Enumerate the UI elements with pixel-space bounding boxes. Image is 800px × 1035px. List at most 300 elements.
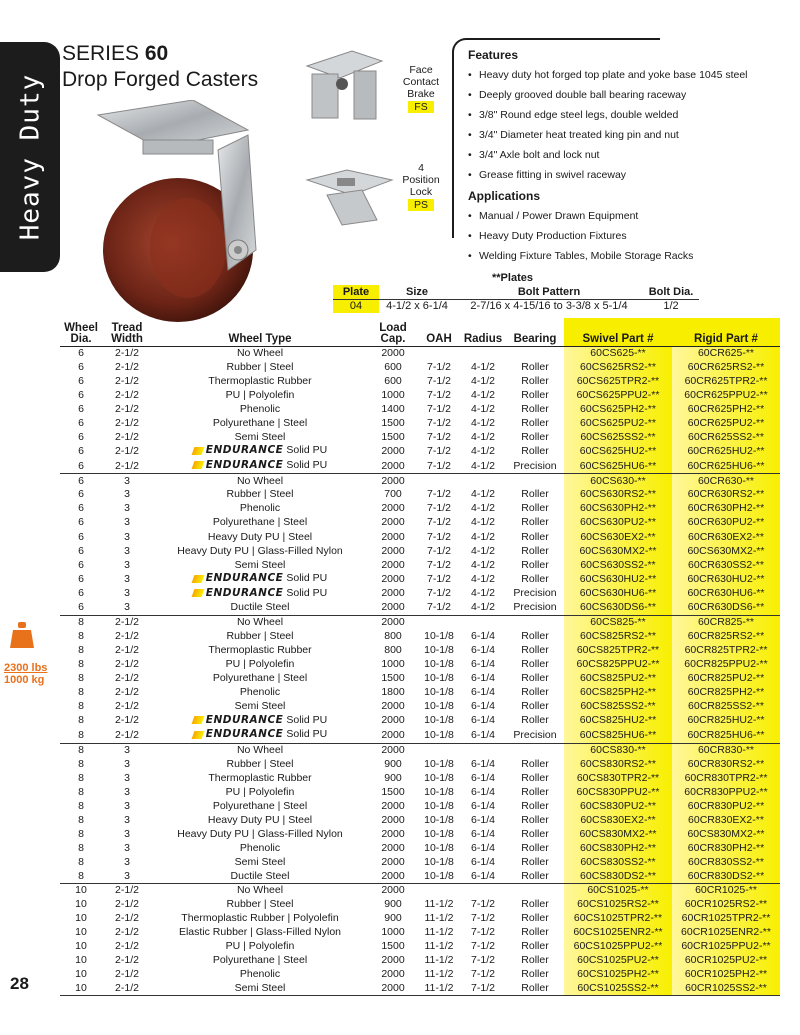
table-cell: 7-1/2 — [427, 488, 451, 501]
applications-heading: Applications — [468, 189, 541, 203]
table-row — [60, 416, 780, 430]
table-cell: 60CS830RS2-** — [564, 757, 672, 771]
table-cell: Precision — [506, 459, 564, 474]
table-cell: Precision — [506, 601, 564, 615]
table-cell: 10-1/8 — [424, 799, 454, 812]
features-list — [468, 69, 768, 182]
table-cell: Semi Steel — [234, 855, 286, 868]
table-cell: 2-1/2 — [115, 671, 139, 684]
table-cell: Roller — [521, 445, 549, 458]
table-cell — [506, 743, 564, 757]
table-cell: Roller — [521, 430, 549, 443]
table-cell: 8 — [78, 799, 84, 812]
table-cell: Roller — [521, 416, 549, 429]
table-cell: Rubber | Steel — [226, 360, 294, 373]
table-cell: Roller — [521, 855, 549, 868]
table-cell: 3 — [124, 827, 130, 840]
table-cell: 6-1/4 — [460, 728, 506, 743]
position-lock-label: 4 Position Lock PS — [402, 162, 440, 211]
table-cell: 6-1/4 — [471, 771, 495, 784]
table-cell: 60CR625PU2-** — [672, 416, 780, 430]
table-cell: 2-1/2 — [102, 982, 152, 996]
table-cell: Roller — [521, 771, 549, 784]
section-tab-label: Heavy Duty — [15, 73, 46, 241]
table-cell: Roller — [521, 530, 549, 543]
table-cell: 10 — [75, 968, 87, 981]
table-cell: 60CS625RS2-** — [564, 360, 672, 374]
plates-header: Bolt Dia. — [643, 285, 699, 299]
table-cell: 60CS830PH2-** — [564, 841, 672, 855]
table-cell: 2000 — [381, 558, 405, 571]
table-cell: 8 — [78, 700, 84, 712]
table-cell: 4-1/2 — [471, 445, 495, 458]
table-cell: 3 — [124, 558, 130, 571]
capacity-kg: 1000 kg — [4, 674, 45, 686]
application-item: • Manual / Power Drawn Equipment — [468, 210, 768, 223]
table-cell: 2000 — [381, 445, 405, 458]
table-cell: Ductile Steel — [152, 869, 368, 883]
table-cell — [460, 346, 506, 360]
table-cell: Roller — [506, 982, 564, 996]
table-cell: 1500 — [381, 416, 405, 429]
table-cell: 60CS630HU2-** — [564, 572, 672, 587]
table-cell: 2000 — [381, 841, 405, 854]
table-cell: 6 — [78, 516, 84, 529]
table-row — [60, 827, 780, 841]
table-cell — [418, 474, 460, 488]
table-cell: 2-1/2 — [115, 430, 139, 443]
table-row — [60, 728, 780, 743]
table-cell: 60CR830PH2-** — [672, 841, 780, 855]
table-row — [60, 430, 780, 444]
table-cell: Roller — [521, 827, 549, 840]
table-row — [60, 771, 780, 785]
table-row — [60, 601, 780, 615]
table-cell: 3 — [124, 587, 130, 600]
table-cell: 60CS630EX2-** — [564, 530, 672, 544]
table-cell — [418, 615, 460, 629]
table-cell: 2-1/2 — [115, 940, 139, 953]
table-cell: 60CS625PPU2-** — [564, 388, 672, 402]
table-cell: 6 — [78, 572, 84, 585]
feature-item: • Grease fitting in swivel raceway — [468, 169, 768, 182]
column-header: Rigid Part # — [672, 318, 780, 346]
table-cell: 60CS825RS2-** — [564, 629, 672, 643]
table-cell: 3 — [124, 474, 130, 487]
table-cell: 1500 — [381, 671, 405, 684]
table-cell: 2000 — [381, 346, 405, 359]
table-cell: 6-1/4 — [471, 827, 495, 840]
table-cell: Precision — [506, 728, 564, 743]
endurance-logo: ENDURANCE — [205, 572, 284, 585]
table-row — [60, 629, 780, 643]
table-cell: 7-1/2 — [427, 516, 451, 529]
table-cell: 2-1/2 — [115, 884, 139, 897]
table-cell: 3 — [124, 799, 130, 812]
column-header: Wheel Type — [152, 318, 368, 346]
column-header: OAH — [418, 318, 460, 346]
table-row — [60, 855, 780, 869]
table-cell: 8 — [78, 827, 84, 840]
table-cell: ENDURANCE Solid PU — [152, 728, 368, 743]
table-cell: 6 — [78, 360, 84, 373]
table-cell: 7-1/2 — [418, 601, 460, 615]
table-cell: 8 — [78, 685, 84, 698]
table-cell: No Wheel — [236, 346, 284, 359]
feature-item: • 3/8" Round edge steel legs, double welded — [468, 109, 768, 122]
table-cell: ENDURANCE Solid PU — [152, 587, 368, 602]
table-cell: 2-1/2 — [115, 968, 139, 981]
table-cell: 10 — [75, 898, 87, 911]
table-row — [60, 444, 780, 459]
weight-icon — [10, 622, 34, 648]
table-row — [60, 488, 780, 502]
features-heading: Features — [468, 48, 519, 62]
plates-cell: 1/2 — [663, 300, 679, 313]
table-cell: Polyurethane | Steel — [212, 671, 308, 684]
table-cell: Roller — [521, 954, 549, 967]
table-row — [60, 813, 780, 827]
table-cell: 2-1/2 — [115, 615, 139, 628]
table-cell: 60CR630PH2-** — [672, 502, 780, 516]
endurance-logo: ENDURANCE — [205, 586, 284, 599]
table-cell: 60CS825SS2-** — [564, 699, 672, 713]
table-cell: 60CS630MX2-** — [672, 544, 780, 558]
table-cell: 6-1/4 — [471, 685, 495, 698]
table-cell: 2-1/2 — [102, 728, 152, 743]
table-cell: 2-1/2 — [115, 954, 139, 967]
table-cell: 60CS825PU2-** — [564, 671, 672, 685]
section-tab — [0, 42, 60, 272]
table-cell: 2000 — [381, 827, 405, 840]
capacity-lbs: 2300 lbs — [4, 662, 48, 674]
endurance-logo-icon — [191, 716, 204, 724]
feature-item: • Deeply grooved double ball bearing raceway — [468, 89, 768, 102]
table-cell: 10-1/8 — [424, 657, 454, 670]
table-cell: Thermoplastic Rubber — [208, 374, 312, 387]
table-cell: 2-1/2 — [115, 346, 139, 359]
table-cell: 60CS630DS6-** — [564, 601, 672, 615]
table-row — [60, 474, 780, 488]
table-cell: 4-1/2 — [471, 488, 495, 501]
table-row — [60, 516, 780, 530]
table-cell: 4-1/2 — [471, 558, 495, 571]
table-cell: 800 — [384, 629, 402, 642]
table-cell: 3 — [124, 572, 130, 585]
table-cell: 11-1/2 — [424, 912, 454, 925]
table-cell: 4-1/2 — [471, 587, 495, 600]
table-cell: 2-1/2 — [115, 416, 139, 429]
table-cell: Polyurethane | Steel — [212, 954, 308, 967]
table-cell: 60CR625PPU2-** — [672, 388, 780, 402]
table-cell: 60CS825TPR2-** — [564, 643, 672, 657]
table-cell: 2000 — [381, 954, 405, 967]
table-cell: 2-1/2 — [102, 459, 152, 474]
application-item: • Heavy Duty Production Fixtures — [468, 230, 768, 243]
endurance-logo-icon — [191, 731, 204, 739]
table-cell: 60CS830DS2-** — [564, 869, 672, 883]
table-cell: 60CS830MX2-** — [672, 827, 780, 841]
column-header: Wheel Dia. — [60, 318, 102, 346]
table-cell: 10-1/8 — [424, 700, 454, 712]
table-cell — [506, 346, 564, 360]
table-cell: 60CS825PH2-** — [564, 685, 672, 699]
table-cell: 60CR830PPU2-** — [672, 785, 780, 799]
table-cell: 2000 — [381, 474, 405, 487]
table-cell: Polyurethane | Steel — [212, 799, 308, 812]
table-cell: 2-1/2 — [115, 388, 139, 401]
table-row — [60, 657, 780, 671]
table-cell: 60CS630PH2-** — [564, 502, 672, 516]
table-cell: 60CS630MX2-** — [564, 544, 672, 558]
table-cell: 2-1/2 — [115, 629, 139, 642]
column-header: Swivel Part # — [564, 318, 672, 346]
table-cell: Roller — [521, 488, 549, 501]
table-cell: 8 — [78, 757, 84, 770]
plates-title: **Plates — [492, 272, 533, 284]
table-cell: 10 — [75, 926, 87, 939]
table-cell: 60CS830EX2-** — [564, 813, 672, 827]
table-cell: 2000 — [368, 869, 418, 883]
table-cell: 10 — [75, 884, 87, 897]
table-cell — [460, 743, 506, 757]
table-cell: Heavy Duty PU | Glass-Filled Nylon — [177, 827, 343, 840]
table-cell: 60CR630DS6-** — [672, 601, 780, 615]
table-cell: 8 — [78, 671, 84, 684]
table-cell: 6 — [78, 544, 84, 557]
table-cell: 3 — [102, 601, 152, 615]
table-cell: 3 — [124, 530, 130, 543]
table-cell — [418, 743, 460, 757]
table-cell: 60CR630HU2-** — [672, 572, 780, 587]
table-cell: 7-1/2 — [471, 968, 495, 981]
table-cell: 2-1/2 — [115, 402, 139, 415]
table-cell: 8 — [78, 855, 84, 868]
table-cell: 2000 — [381, 615, 405, 628]
table-cell: Ductile Steel — [152, 601, 368, 615]
plates-cell: 4-1/2 x 6-1/4 — [386, 300, 448, 313]
table-cell: Roller — [521, 912, 549, 925]
table-cell: 60CS830PPU2-** — [564, 785, 672, 799]
caster-photo — [88, 100, 288, 325]
table-cell — [460, 474, 506, 488]
table-cell: Roller — [521, 785, 549, 798]
table-cell: 2000 — [381, 743, 405, 756]
table-cell — [506, 474, 564, 488]
table-row — [60, 558, 780, 572]
table-cell: 60CR830SS2-** — [672, 855, 780, 869]
table-cell: 2000 — [381, 714, 405, 727]
table-cell: Roller — [521, 926, 549, 939]
table-cell: 2000 — [381, 502, 405, 515]
table-cell: 7-1/2 — [427, 558, 451, 571]
table-row — [60, 912, 780, 926]
table-cell: ENDURANCE Solid PU — [152, 459, 368, 474]
table-cell: 3 — [124, 488, 130, 501]
table-cell: 7-1/2 — [427, 374, 451, 387]
table-cell: 11-1/2 — [424, 898, 454, 911]
table-cell: 60CR1025RS2-** — [672, 898, 780, 912]
table-cell: 60CR625HU6-** — [672, 459, 780, 474]
table-cell: 700 — [384, 488, 402, 501]
table-cell: 7-1/2 — [427, 430, 451, 443]
table-cell: 7-1/2 — [471, 940, 495, 953]
fs-code-badge: FS — [408, 101, 433, 113]
table-row — [60, 360, 780, 374]
table-cell: 6-1/4 — [471, 643, 495, 656]
table-cell: 1500 — [381, 785, 405, 798]
table-cell: 10-1/8 — [424, 714, 454, 727]
table-cell: 60CR1025PH2-** — [672, 968, 780, 982]
table-row — [60, 388, 780, 402]
table-cell: 6 — [78, 416, 84, 429]
table-cell: 10-1/8 — [424, 785, 454, 798]
table-cell: Roller — [521, 572, 549, 585]
endurance-logo-icon — [191, 461, 204, 469]
applications-list — [468, 210, 768, 263]
table-cell: Roller — [521, 502, 549, 515]
table-cell — [506, 884, 564, 898]
table-cell: 2000 — [381, 799, 405, 812]
table-row — [60, 898, 780, 912]
table-cell: 4-1/2 — [471, 430, 495, 443]
table-row — [60, 785, 780, 799]
table-cell: 60CS1025SS2-** — [564, 982, 672, 996]
table-cell: 60CR625HU2-** — [672, 444, 780, 459]
plates-cell: 2-7/16 x 4-15/16 to 3-3/8 x 5-1/4 — [470, 300, 628, 313]
page-title: Drop Forged Casters — [62, 68, 259, 91]
table-row — [60, 714, 780, 729]
table-cell: 8 — [78, 841, 84, 854]
table-cell: 60CS625-** — [564, 346, 672, 360]
table-cell: 60CS830TPR2-** — [564, 771, 672, 785]
table-cell: 2000 — [381, 572, 405, 585]
table-cell: 10-1/8 — [424, 827, 454, 840]
table-cell: 60CS1025PU2-** — [564, 954, 672, 968]
table-cell: 60CR630-** — [672, 474, 780, 488]
series-title: SERIES 60 — [62, 42, 169, 65]
table-row — [60, 502, 780, 516]
table-cell: Roller — [521, 388, 549, 401]
table-cell: Phenolic — [239, 502, 281, 515]
table-cell: 6 — [78, 388, 84, 401]
table-cell: 1500 — [381, 430, 405, 443]
table-cell: 10-1/8 — [424, 841, 454, 854]
table-row — [60, 402, 780, 416]
table-cell: No Wheel — [236, 884, 284, 897]
table-cell: 6 — [78, 346, 84, 359]
table-cell: ENDURANCE Solid PU — [152, 714, 368, 729]
table-cell: 2000 — [368, 459, 418, 474]
table-cell: 60CS830SS2-** — [564, 855, 672, 869]
table-cell: PU | Polyolefin — [225, 940, 295, 953]
table-row — [60, 685, 780, 699]
table-cell: 60CR825-** — [672, 615, 780, 629]
table-cell: 60CR825PU2-** — [672, 671, 780, 685]
table-cell: 7-1/2 — [471, 926, 495, 939]
table-cell: 7-1/2 — [427, 530, 451, 543]
table-cell: 10-1/8 — [424, 855, 454, 868]
table-cell: 11-1/2 — [424, 954, 454, 967]
table-cell: 8 — [78, 615, 84, 628]
table-row — [60, 841, 780, 855]
table-cell: 60CR830PU2-** — [672, 799, 780, 813]
table-cell: 7-1/2 — [471, 954, 495, 967]
column-header: Bearing — [506, 318, 564, 346]
table-cell: 8 — [78, 714, 84, 727]
table-cell: Roller — [521, 558, 549, 571]
table-cell — [418, 346, 460, 360]
table-cell: 60CS830PU2-** — [564, 799, 672, 813]
table-cell: Roller — [521, 402, 549, 415]
table-cell: 3 — [124, 785, 130, 798]
table-cell: 2-1/2 — [115, 643, 139, 656]
table-cell: 4-1/2 — [471, 572, 495, 585]
table-cell: 60CR1025PPU2-** — [672, 940, 780, 954]
table-cell: 2000 — [381, 544, 405, 557]
table-cell: 8 — [78, 657, 84, 670]
table-cell: 6-1/4 — [471, 757, 495, 770]
table-cell: 6-1/4 — [471, 671, 495, 684]
table-cell: 10 — [75, 912, 87, 925]
table-cell: 7-1/2 — [471, 912, 495, 925]
table-cell: 3 — [102, 869, 152, 883]
table-cell: 6 — [78, 474, 84, 487]
table-cell: 6 — [78, 587, 84, 600]
capacity-callout — [4, 662, 47, 686]
table-cell: 60CS1025-** — [564, 884, 672, 898]
table-cell: 900 — [384, 898, 402, 911]
table-row — [60, 968, 780, 982]
table-cell: 7-1/2 — [418, 459, 460, 474]
table-cell: ENDURANCE Solid PU — [152, 444, 368, 459]
plates-header: Plate — [333, 285, 379, 299]
face-contact-brake-image — [292, 46, 400, 126]
table-cell: 60CR1025TPR2-** — [672, 912, 780, 926]
table-cell: 60CS825-** — [564, 615, 672, 629]
table-cell: 10-1/8 — [424, 671, 454, 684]
face-contact-brake-label: Face Contact Brake FS — [402, 64, 440, 113]
table-cell: 60CR1025-** — [672, 884, 780, 898]
table-cell: 7-1/2 — [427, 416, 451, 429]
table-cell: 11-1/2 — [418, 982, 460, 996]
table-cell: 6-1/4 — [460, 869, 506, 883]
table-cell: 60CR625TPR2-** — [672, 374, 780, 388]
endurance-logo-icon — [191, 447, 204, 455]
table-cell: 3 — [124, 771, 130, 784]
table-row — [60, 572, 780, 587]
table-cell: 60CS1025RS2-** — [564, 898, 672, 912]
application-item: • Welding Fixture Tables, Mobile Storage Racks — [468, 250, 768, 263]
table-row — [60, 954, 780, 968]
table-cell: 2-1/2 — [115, 685, 139, 698]
table-cell: 1500 — [381, 940, 405, 953]
table-cell: 2000 — [368, 601, 418, 615]
table-cell: Roller — [521, 374, 549, 387]
table-cell: 6-1/4 — [471, 629, 495, 642]
table-cell: PU | Polyolefin — [225, 785, 295, 798]
table-row — [60, 615, 780, 629]
table-cell: 6 — [78, 445, 84, 458]
table-cell: 6 — [78, 374, 84, 387]
table-cell: Roller — [521, 360, 549, 373]
table-cell: 60CR630PU2-** — [672, 516, 780, 530]
table-row — [60, 982, 780, 996]
table-cell: 8 — [60, 728, 102, 743]
table-cell: 10 — [60, 982, 102, 996]
endurance-logo: ENDURANCE — [205, 728, 284, 741]
features-panel — [468, 48, 768, 270]
